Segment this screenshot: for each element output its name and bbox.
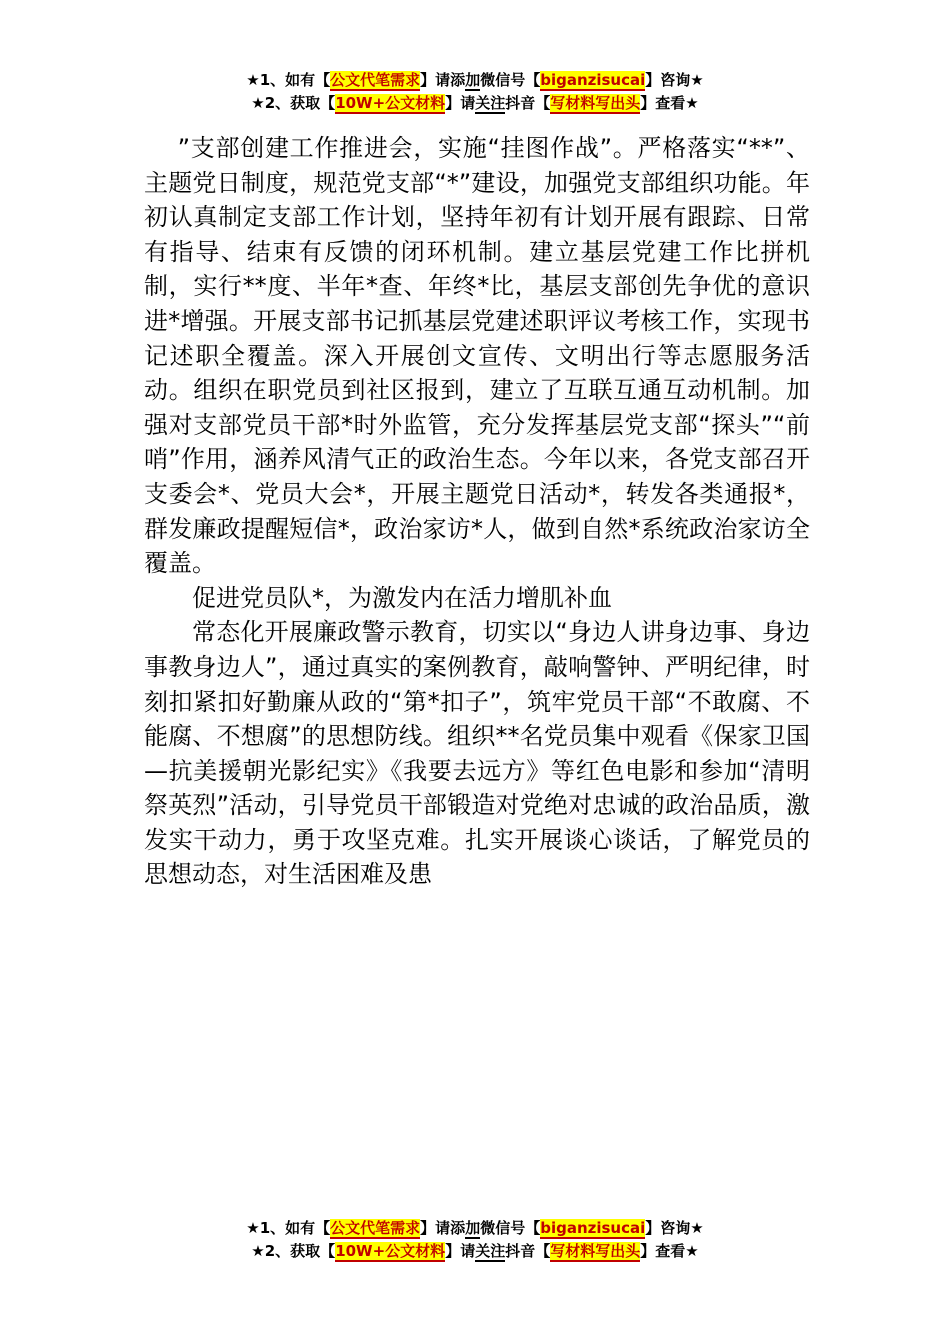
banner-line-2: ★2、获取【10W+公文材料】请关注抖音【写材料写出头】查看★	[251, 1242, 699, 1260]
footer-banner	[0, 1217, 950, 1263]
banner-line-1: ★1、如有【公文代笔需求】请添加微信号【biganzisucai】咨询★	[246, 71, 704, 89]
highlight-service: 公文代笔需求	[330, 71, 421, 89]
highlight-wechat-id: biganzisucai	[540, 71, 646, 89]
paragraph-2: 常态化开展廉政警示教育，切实以“身边人讲身边事、身边事教身边人”，通过真实的案例教育，敲响警钟、严明纪律，时刻扣紧扣好勤廉从政的“第*扣子”，筑牢党员干部“不敢腐、不能腐、不想腐”的思想防线。组织**名党员集中观看《保家卫国—抗美援朝光影纪实》《我要去远方》等红色电影和参加“清明祭英烈”活动，引导党员干部锻造对党绝对忠诚的政治品质，激发实干动力，勇于攻坚克难。扎实开展谈心谈话，了解党员的思想动态，对生活困难及患	[144, 618, 810, 889]
banner-line-2: ★2、获取【10W+公文材料】请关注抖音【写材料写出头】查看★	[251, 94, 699, 112]
highlight-materials: 10W+公文材料	[335, 94, 446, 112]
highlight-douyin: 写材料写出头	[550, 94, 641, 112]
highlight-materials: 10W+公文材料	[335, 1242, 446, 1260]
highlight-wechat-id: biganzisucai	[540, 1219, 646, 1237]
paragraph-1: ”支部创建工作推进会，实施“挂图作战”。严格落实“**”、主题党日制度，规范党支部“*”建设，加强党支部组织功能。年初认真制定支部工作计划，坚持年初有计划开展有跟踪、日常有指导、结束有反馈的闭环机制。建立基层党建工作比拼机制，实行**度、半年*查、年终*比，基层支部创先争优的意识进*增强。开展支部书记抓基层党建述职评议考核工作，实现书记述职全覆盖。深入开展创文宣传、文明出行等志愿服务活动。组织在职党员到社区报到，建立了互联互通互动机制。加强对支部党员干部*时外监管，充分发挥基层党支部“探头”“前哨”作用，涵养风清气正的政治生态。今年以来，各党支部召开支委会*、党员大会*，开展主题党日活动*，转发各类通报*，群发廉政提醒短信*，政治家访*人，做到自然*系统政治家访全覆盖。	[144, 134, 810, 578]
document-body	[144, 131, 810, 892]
banner-line-1: ★1、如有【公文代笔需求】请添加微信号【biganzisucai】咨询★	[246, 1219, 704, 1237]
header-banner	[0, 69, 950, 115]
section-heading: 促进党员队*，为激发内在活力增肌补血	[192, 583, 612, 612]
highlight-douyin: 写材料写出头	[550, 1242, 641, 1260]
highlight-service: 公文代笔需求	[330, 1219, 421, 1237]
